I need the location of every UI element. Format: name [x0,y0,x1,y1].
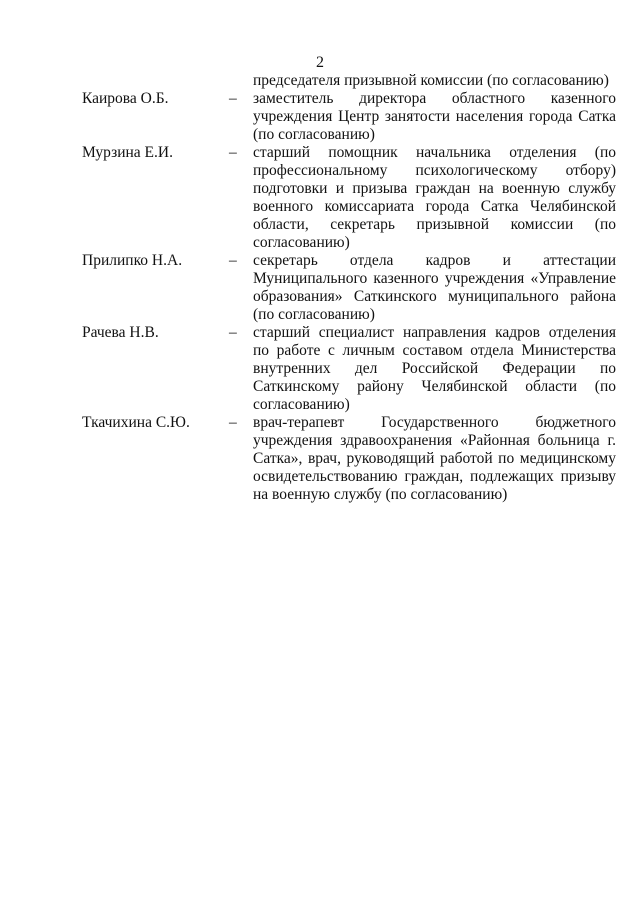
member-role: заместитель директора областного казенного учреждения Центр занятости населения города Сатка (по согласованию) [253,90,616,143]
member-dash: – [229,90,237,107]
commission-members-list [0,72,640,504]
member-dash: – [229,324,237,341]
member-row [0,414,640,504]
continuation-row [0,72,640,90]
member-row [0,90,640,144]
member-name: Каирова О.Б. [82,90,169,107]
member-row [0,252,640,324]
member-name: Рачева Н.В. [82,324,159,341]
member-row [0,324,640,414]
member-dash: – [229,252,237,269]
member-dash: – [229,414,237,431]
continuation-text: председателя призывной комиссии (по согласованию) [253,72,609,89]
member-name: Ткачихина С.Ю. [82,414,190,431]
page-number: 2 [316,54,324,71]
member-row [0,144,640,252]
member-role: старший специалист направления кадров отделения по работе с личным составом отдела Министерства внутренних дел Российской Федерации по Саткинскому району Челябинской области (по согласованию) [253,324,616,413]
member-role: секретарь отдела кадров и аттестации Муниципального казенного учреждения «Управление образования» Саткинского муниципального района (по согласованию) [253,252,616,323]
member-name: Мурзина Е.И. [82,144,173,161]
member-role: старший помощник начальника отделения (по профессиональному психологическому отбору) подготовки и призыва граждан на военную службу военного комиссариата города Сатка Челябинской области, секретарь призывной комиссии (по согласованию) [253,144,616,251]
member-role: врач-терапевт Государственного бюджетного учреждения здравоохранения «Районная больница г. Сатка», врач, руководящий работой по медицинскому освидетельствованию граждан, подлежащих призыву на военную службу (по согласованию) [253,414,616,503]
member-dash: – [229,144,237,161]
member-name: Прилипко Н.А. [82,252,183,269]
